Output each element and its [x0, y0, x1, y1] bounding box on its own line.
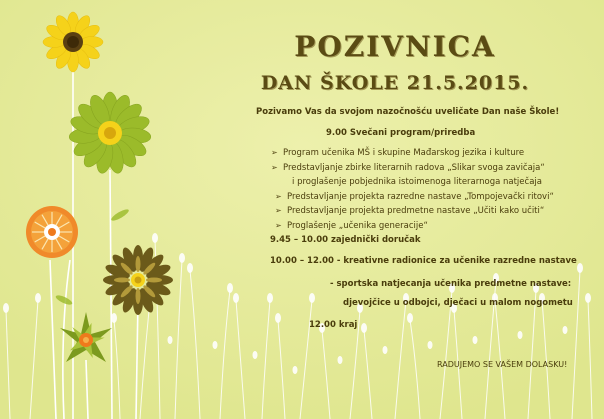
intro-text: Pozivamo Vas da svojom nazočnošću uveličate Dan naše Škole!: [256, 107, 560, 117]
closing-text: RADUJEMO SE VAŠEM DOLASKU!: [437, 360, 568, 369]
program-item: ➢ Predstavljanje projekta razredne nastave „Tompojevački ritovi“: [275, 192, 554, 202]
program-item: ➢ Proglašenje „učenika generacije“: [275, 221, 428, 231]
event-subtitle: DAN ŠKOLE 21.5.2015.: [260, 72, 530, 94]
program-item: ➢ Predstavljanje projekta predmetne nastave „Učiti kako učiti“: [275, 206, 545, 216]
sports-competitions: - sportska natjecanja učenika predmetne nastave:: [330, 279, 572, 289]
bullet-arrow-icon: ➢: [275, 192, 282, 201]
bullet-arrow-icon: ➢: [275, 221, 282, 230]
sports-details: djevojčice u odbojci, dječaci u malom nogometu: [343, 298, 573, 308]
program-item: ➢ Program učenika MŠ i skupine Mađarskog jezika i kulture: [271, 148, 525, 158]
time-9-00: 9.00 Svečani program/priredba: [326, 128, 476, 138]
bullet-arrow-icon: ➢: [275, 206, 282, 215]
page-title: POZIVNICA: [294, 30, 496, 63]
program-item: ➢ Predstavljanje zbirke literarnih radova „Slikar svoga zavičaja“: [271, 163, 545, 173]
brown-flower-icon: [103, 245, 173, 315]
time-10-00: 10.00 – 12.00 - kreativne radionice za učenike razredne nastave: [270, 256, 577, 266]
time-12-00: 12.00 kraj: [309, 320, 358, 330]
time-9-45: 9.45 – 10.00 zajednički doručak: [270, 235, 421, 245]
bullet-arrow-icon: ➢: [271, 163, 278, 172]
program-item-continuation: i proglašenje pobjednika istoimenoga literarnoga natječaja: [292, 177, 542, 187]
orange-flower-icon: [26, 206, 78, 258]
bullet-arrow-icon: ➢: [271, 148, 278, 157]
